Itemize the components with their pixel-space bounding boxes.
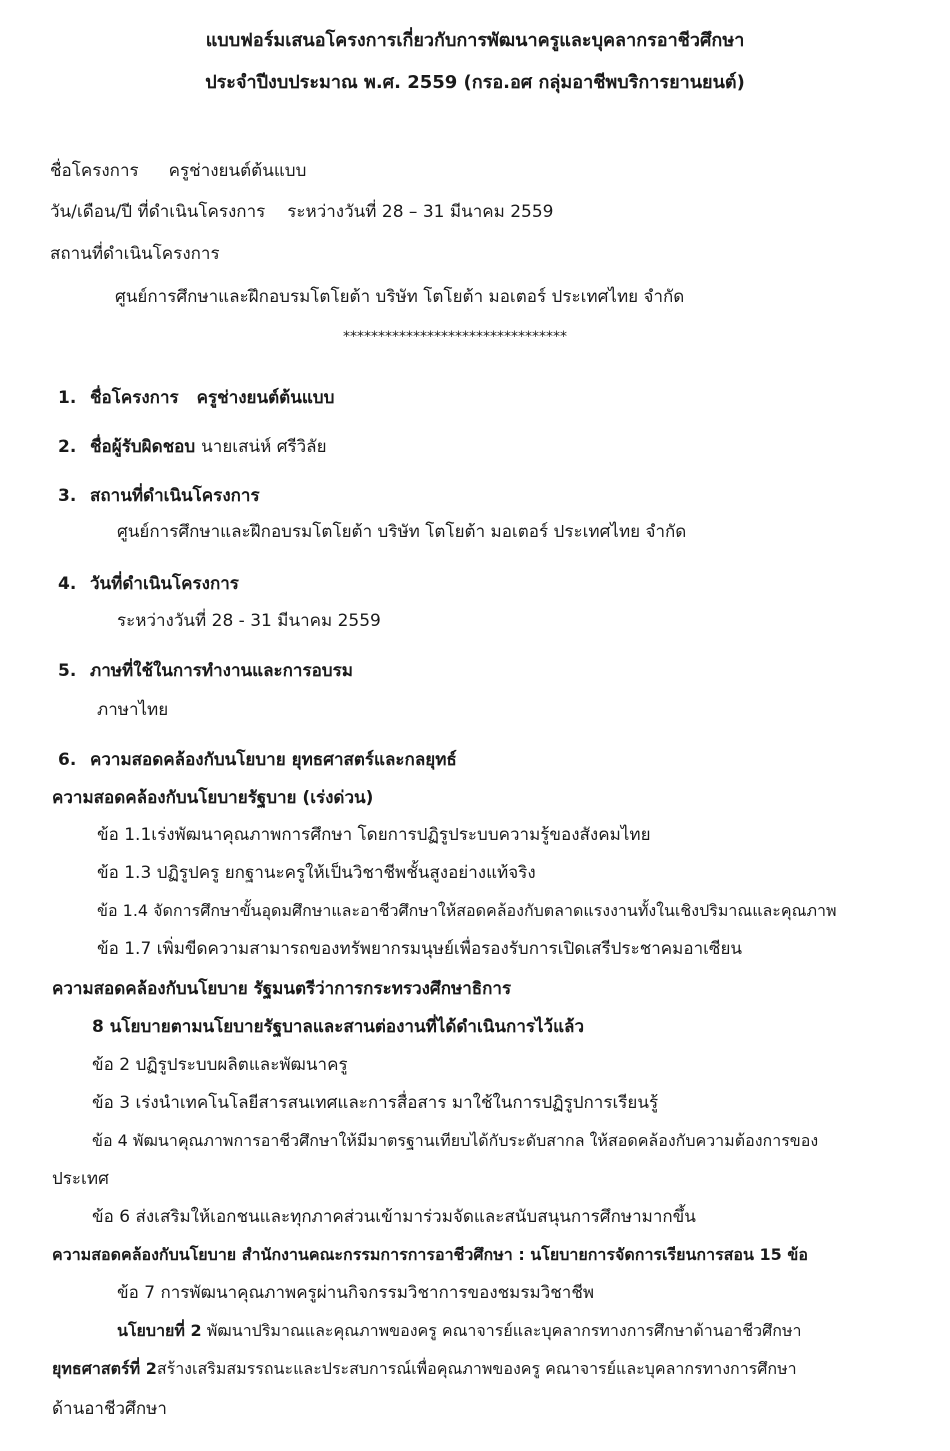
section-number: 1. bbox=[58, 388, 77, 408]
section-label: ชื่อโครงการ bbox=[90, 388, 179, 408]
section-number: 4. bbox=[58, 574, 77, 594]
section-3-value: ศูนย์การศึกษาและฝึกอบรมโตโยต้า บริษัท โตโยต้า มอเตอร์ ประเทศไทย จำกัด bbox=[117, 522, 687, 542]
section-4-value: ระหว่างวันที่ 28 - 31 มีนาคม 2559 bbox=[117, 611, 381, 631]
summary-date-value: ระหว่างวันที่ 28 – 31 มีนาคม 2559 bbox=[287, 202, 554, 222]
section-value: ครูช่างยนต์ต้นแบบ bbox=[196, 388, 335, 408]
policy-ovec-policy-text: พัฒนาปริมาณและคุณภาพของครู คณาจารย์และบุคลากรทางการศึกษาด้านอาชีวศึกษา bbox=[201, 1321, 802, 1340]
summary-place-label: สถานที่ดำเนินโครงการ bbox=[50, 244, 220, 264]
policy-gov-item: ข้อ 1.3 ปฏิรูปครู ยกฐานะครูให้เป็นวิชาชีพชั้นสูงอย่างแท้จริง bbox=[97, 863, 536, 883]
section-label: ภาษที่ใช้ในการทำงานและการอบรม bbox=[90, 661, 353, 681]
policy-minister-item: ข้อ 2 ปฏิรูประบบผลิตและพัฒนาครู bbox=[92, 1055, 348, 1075]
section-number: 3. bbox=[58, 486, 77, 506]
section-label: ชื่อผู้รับผิดชอบ bbox=[90, 437, 196, 457]
form-subtitle: ประจำปีงบประมาณ พ.ศ. 2559 (กรอ.อศ กลุ่มอาชีพบริการยานยนต์) bbox=[205, 72, 745, 93]
policy-minister-item: ข้อ 3 เร่งนำเทคโนโลยีสารสนเทศและการสื่อสาร มาใช้ในการปฏิรูปการเรียนรู้ bbox=[92, 1093, 659, 1113]
policy-gov-item: ข้อ 1.1เร่งพัฒนาคุณภาพการศึกษา โดยการปฏิรูประบบความรู้ของสังคมไทย bbox=[97, 825, 651, 845]
summary-project-value: ครูช่างยนต์ต้นแบบ bbox=[168, 161, 307, 181]
form-title: แบบฟอร์มเสนอโครงการเกี่ยวกับการพัฒนาครูและบุคลากรอาชีวศึกษา bbox=[205, 30, 745, 51]
policy-minister-heading: ความสอดคล้องกับนโยบาย รัฐมนตรีว่าการกระทรวงศึกษาธิการ bbox=[52, 979, 512, 999]
policy-gov-heading: ความสอดคล้องกับนโยบายรัฐบาย (เร่งด่วน) bbox=[52, 788, 374, 808]
policy-ovec-heading: ความสอดคล้องกับนโยบาย สำนักงานคณะกรรมการการอาชีวศึกษา : นโยบายการจัดการเรียนการสอน 15 ข้อ bbox=[52, 1245, 808, 1264]
policy-minister-item-continuation: ประเทศ bbox=[52, 1169, 109, 1189]
section-label: สถานที่ดำเนินโครงการ bbox=[90, 486, 260, 506]
policy-minister-item: ข้อ 6 ส่งเสริมให้เอกชนและทุกภาคส่วนเข้ามาร่วมจัดและสนับสนุนการศึกษามากขึ้น bbox=[92, 1207, 696, 1227]
summary-project-label: ชื่อโครงการ bbox=[50, 161, 139, 181]
section-6 bbox=[58, 749, 457, 771]
section-number: 6. bbox=[58, 750, 77, 770]
section-value: นายเสน่ห์ ศรีวิลัย bbox=[201, 437, 327, 457]
section-number: 5. bbox=[58, 661, 77, 681]
policy-gov-item: ข้อ 1.4 จัดการศึกษาขั้นอุดมศึกษาและอาชีวศึกษาให้สอดคล้องกับตลาดแรงงานทั้งในเชิงปริมาณและคุณภาพ bbox=[97, 901, 837, 920]
section-2 bbox=[58, 436, 327, 458]
separator-stars: ******************************** bbox=[343, 329, 567, 345]
policy-ovec-strategy-text: สร้างเสริมสมรรถนะและประสบการณ์เพื่อคุณภาพของครู คณาจารย์และบุคลากรทางการศึกษา bbox=[156, 1359, 797, 1378]
section-label: ความสอดคล้องกับนโยบาย ยุทธศาสตร์และกลยุทธ์ bbox=[90, 750, 457, 770]
section-3 bbox=[58, 485, 260, 507]
policy-minister-item: ข้อ 4 พัฒนาคุณภาพการอาชีวศึกษาให้มีมาตรฐานเทียบได้กับระดับสากล ให้สอดคล้องกับความต้องการของ bbox=[92, 1131, 819, 1150]
section-1 bbox=[58, 387, 334, 409]
policy-ovec-strategy bbox=[52, 1358, 797, 1380]
policy-gov-item: ข้อ 1.7 เพิ่มขีดความสามารถของทรัพยากรมนุษย์เพื่อรองรับการเปิดเสรีประชาคมอาเซียน bbox=[97, 939, 743, 959]
summary-project bbox=[50, 160, 306, 182]
policy-minister-subheading: 8 นโยบายตามนโยบายรัฐบาลและสานต่องานที่ได้ดำเนินการไว้แล้ว bbox=[92, 1017, 585, 1037]
policy-ovec-policy bbox=[117, 1320, 802, 1342]
policy-ovec-strategy-continuation: ด้านอาชีวศึกษา bbox=[52, 1399, 167, 1419]
summary-date-label: วัน/เดือน/ปี ที่ดำเนินโครงการ bbox=[50, 202, 266, 222]
section-5 bbox=[58, 660, 353, 682]
summary-date bbox=[50, 201, 553, 223]
section-4 bbox=[58, 573, 239, 595]
policy-ovec-strategy-label: ยุทธศาสตร์ที่ 2 bbox=[52, 1359, 157, 1378]
section-5-value: ภาษาไทย bbox=[97, 700, 169, 720]
summary-place-value: ศูนย์การศึกษาและฝึกอบรมโตโยต้า บริษัท โตโยต้า มอเตอร์ ประเทศไทย จำกัด bbox=[115, 287, 685, 307]
section-number: 2. bbox=[58, 437, 77, 457]
policy-ovec-policy-label: นโยบายที่ 2 bbox=[117, 1321, 202, 1340]
section-label: วันที่ดำเนินโครงการ bbox=[90, 574, 239, 594]
policy-ovec-item: ข้อ 7 การพัฒนาคุณภาพครูผ่านกิจกรรมวิชาการของชมรมวิชาชีพ bbox=[117, 1283, 595, 1303]
